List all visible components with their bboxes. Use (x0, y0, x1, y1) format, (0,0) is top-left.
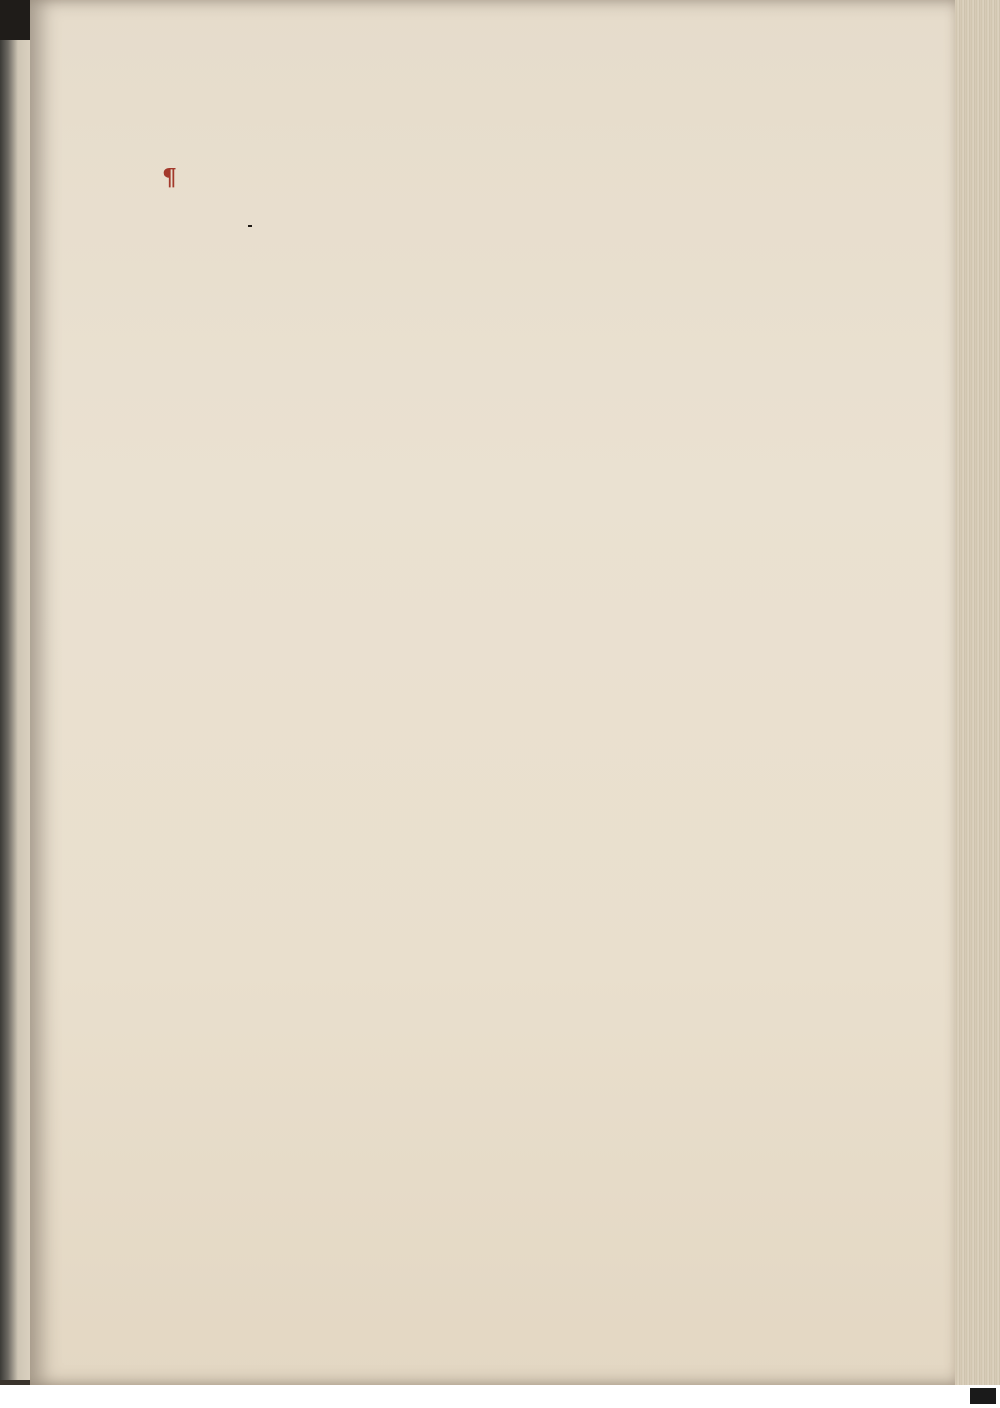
psalm-heading-line (162, 160, 782, 194)
decorated-initial (162, 196, 242, 296)
footer-bar (0, 1385, 1000, 1408)
pilcrow-mark: ¶ (162, 163, 177, 191)
initial-section (162, 194, 782, 297)
incipit (248, 197, 252, 227)
main-text-block (162, 160, 782, 297)
dfg-logo (970, 1388, 996, 1404)
initial-line (162, 263, 782, 297)
initial-line (162, 229, 782, 263)
page-edges (955, 0, 1000, 1385)
incipit-line (162, 194, 782, 228)
